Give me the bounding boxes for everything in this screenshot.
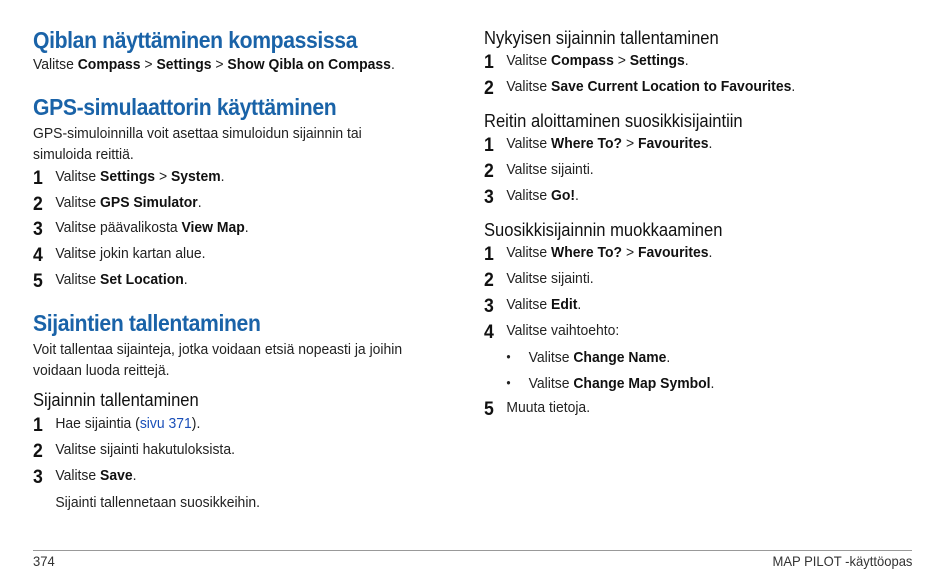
page-number: 374 <box>33 553 55 569</box>
saving-heading: Sijaintien tallentaminen <box>33 310 261 336</box>
saving-intro: Voit tallentaa sijainteja, jotka voidaan etsiä nopeasti ja joihin voidaan luoda reittejä. <box>33 341 403 379</box>
step-end: . <box>197 194 202 211</box>
current-location-heading: Nykyisen sijainnin tallentaminen <box>484 28 719 48</box>
step-term: System <box>170 168 221 185</box>
bullet-mark: • <box>506 375 511 390</box>
step-term: Compass <box>551 52 614 69</box>
qibla-heading: Qiblan näyttäminen kompassissa <box>33 27 358 53</box>
step-text: Valitse <box>55 194 101 211</box>
bullet-text: Valitse <box>528 349 574 366</box>
step-number: 4 <box>484 322 494 343</box>
step-end: . <box>684 52 689 69</box>
step-number: 3 <box>484 296 494 317</box>
step-text: Valitse <box>55 168 101 185</box>
step-number: 1 <box>484 52 494 73</box>
step-text: Valitse sijainti. <box>506 161 594 178</box>
step-term: Save Current Location to Favourites <box>551 78 792 95</box>
step-end: . <box>244 219 249 236</box>
step-number: 1 <box>33 168 43 189</box>
step-number: 3 <box>33 467 43 488</box>
bullet-end: . <box>710 375 715 392</box>
gps-intro: GPS-simuloinnilla voit asettaa simuloidun sijainnin tai simuloida reittiä. <box>33 125 362 163</box>
step-end: ). <box>191 415 201 432</box>
step-text: Valitse <box>506 187 552 204</box>
step-term: Edit <box>551 296 578 313</box>
page-371-link[interactable]: sivu 371 <box>139 415 192 432</box>
gps-heading: GPS-simulaattorin käyttäminen <box>33 94 337 120</box>
step-sep: > <box>622 135 638 152</box>
step-text: Valitse sijainti. <box>506 270 594 287</box>
step-term: Where To? <box>551 244 623 261</box>
qibla-sep-2: > <box>215 56 224 73</box>
step-number: 3 <box>33 219 43 240</box>
step-end: . <box>183 271 188 288</box>
manual-title: MAP PILOT -käyttöopas <box>772 553 912 569</box>
qibla-show-term: Show Qibla on Compass <box>227 56 391 73</box>
step-end: . <box>708 244 713 261</box>
step-end: . <box>575 187 579 204</box>
step-text: Valitse <box>506 135 552 152</box>
step-text: Valitse sijainti hakutuloksista. <box>55 441 235 458</box>
step-term: Where To? <box>551 135 623 152</box>
step-text: Valitse <box>506 296 552 313</box>
step-text: Hae sijaintia ( <box>55 415 140 432</box>
bullet-term: Change Name <box>573 349 667 366</box>
step-number: 5 <box>33 271 43 292</box>
step-term: Settings <box>100 168 156 185</box>
step-end: . <box>708 135 713 152</box>
step-number: 2 <box>484 161 494 182</box>
step-number: 2 <box>33 194 43 215</box>
step-term: GPS Simulator <box>100 194 198 211</box>
step-number: 1 <box>484 244 494 265</box>
qibla-dot: . <box>390 56 395 73</box>
step-text: Valitse vaihtoehto: <box>506 322 620 339</box>
step-text: Valitse jokin kartan alue. <box>55 245 206 262</box>
step-end: . <box>132 467 137 484</box>
note-text: Sijainti tallennetaan suosikkeihin. <box>55 494 261 511</box>
step-term: View Map <box>181 219 245 236</box>
step-text: Valitse <box>506 78 552 95</box>
step-end: . <box>791 78 796 95</box>
step-number: 1 <box>33 415 43 436</box>
bullet-term: Change Map Symbol <box>573 375 711 392</box>
footer-divider <box>33 550 912 551</box>
step-sep: > <box>613 52 630 69</box>
step-text: Valitse <box>55 467 101 484</box>
step-number: 2 <box>484 270 494 291</box>
edit-favourite-heading: Suosikkisijainnin muokkaaminen <box>484 220 723 240</box>
step-number: 5 <box>484 399 494 420</box>
step-text: Valitse <box>506 52 552 69</box>
step-number: 2 <box>484 78 494 99</box>
bullet-text: Valitse <box>528 375 574 392</box>
step-term: Settings <box>629 52 685 69</box>
step-sep: > <box>622 244 638 261</box>
step-term: Favourites <box>637 135 709 152</box>
qibla-sep-1: > <box>144 56 153 73</box>
step-end: . <box>220 168 225 185</box>
step-text: Valitse <box>55 271 101 288</box>
qibla-settings-term: Settings <box>156 56 212 73</box>
qibla-instruction <box>33 56 395 73</box>
step-end: . <box>577 296 582 313</box>
step-number: 2 <box>33 441 43 462</box>
step-sep: > <box>155 168 171 185</box>
step-number: 3 <box>484 187 494 208</box>
step-text: Muuta tietoja. <box>506 399 591 416</box>
step-number: 1 <box>484 135 494 156</box>
step-term: Favourites <box>637 244 709 261</box>
step-text: Valitse <box>506 244 552 261</box>
qibla-compass-term: Compass <box>77 56 141 73</box>
bullet-end: . <box>666 349 671 366</box>
save-location-heading: Sijainnin tallentaminen <box>33 390 199 410</box>
step-term: Go! <box>551 187 576 204</box>
qibla-select-text: Valitse <box>33 56 74 73</box>
step-text: Valitse päävalikosta <box>55 219 182 236</box>
step-term: Save <box>100 467 133 484</box>
route-heading: Reitin aloittaminen suosikkisijaintiin <box>484 111 743 131</box>
step-term: Set Location <box>100 271 184 288</box>
bullet-mark: • <box>506 349 511 364</box>
step-number: 4 <box>33 245 43 266</box>
